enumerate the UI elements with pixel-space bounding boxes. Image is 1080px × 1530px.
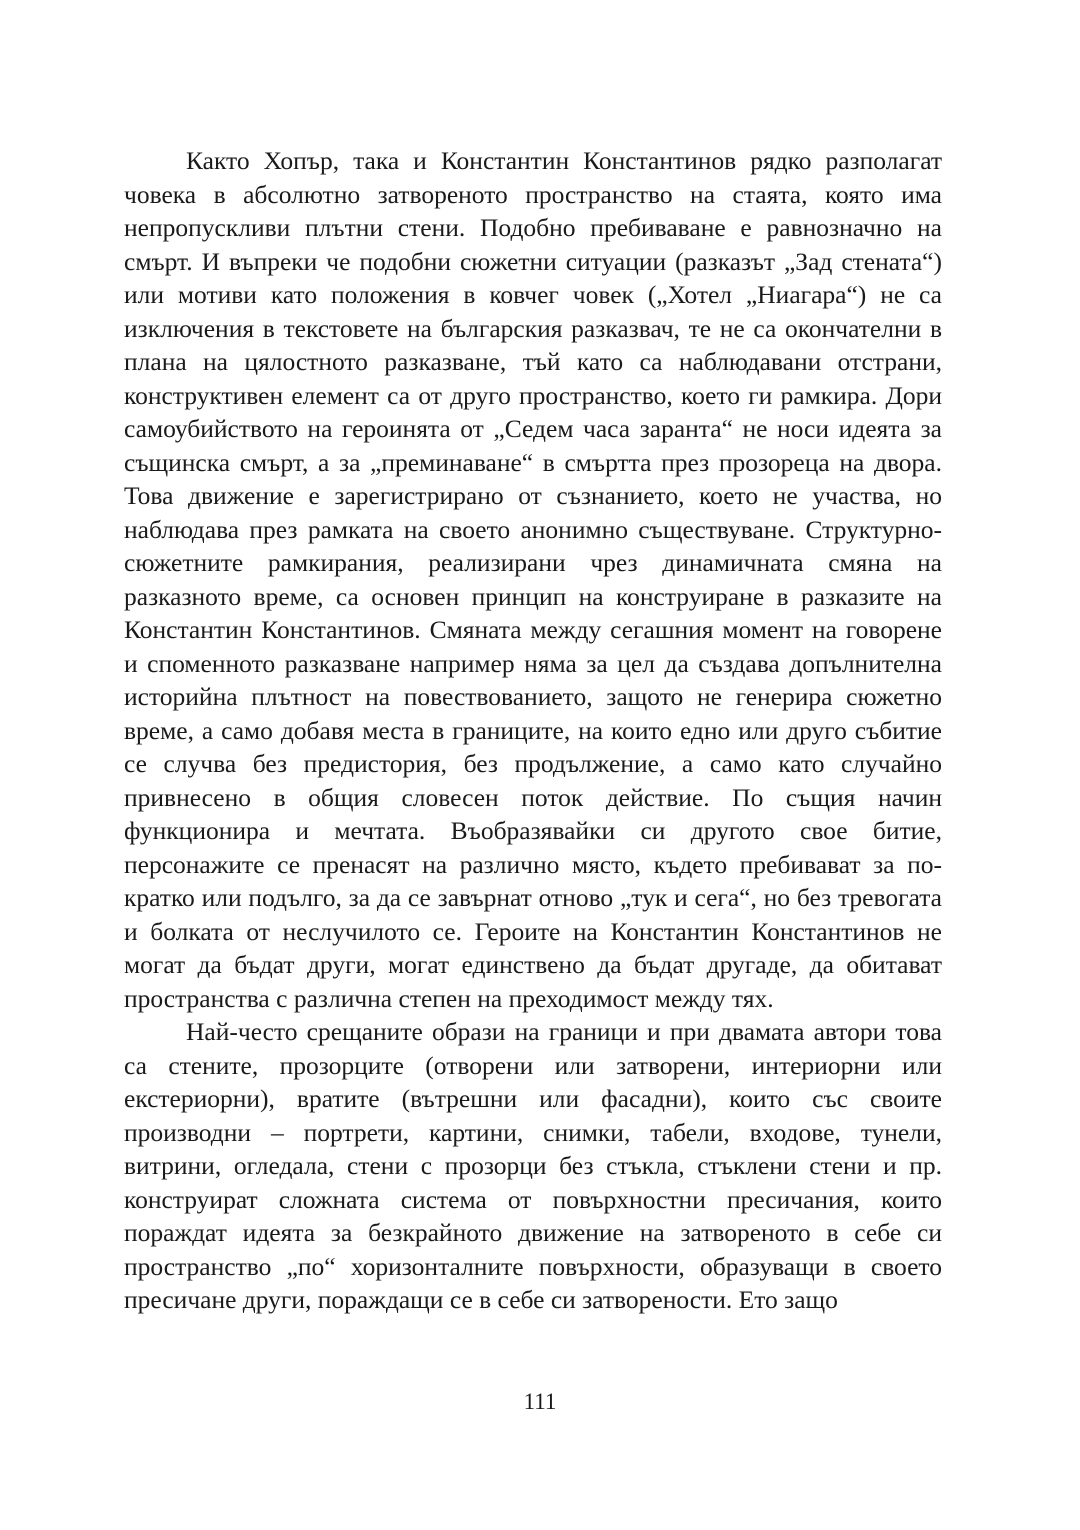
paragraph-2: Най-често срещаните образи на граници и при двамата автори това са стените, прозорците (отворени или затворени, интериорни или екстериорни), вратите (вътрешни или фасадни), които със своите производни – портрети, картини, снимки, табели, входове, тунели, витрини, огледала, стени с прозорци без стъкла, стъклени стени и пр. конструират сложната система от повърхностни пресичания, които пораждат идеята за безкрайното движение на затвореното в себе си пространство „по“ хоризонталните повърхности, образуващи в своето пресичане други, пораждащи се в себе си затворености. Ето защо bbox=[124, 1017, 942, 1314]
body-text bbox=[124, 144, 942, 1317]
page-number: 111 bbox=[523, 1389, 557, 1414]
paragraph-1: Както Хопър, така и Константин Константинов рядко разполагат човека в абсолютно затвореното пространство на стаята, която има непропускливи плътни стени. Подобно пребиваване е равнозначно на смърт. И въпреки че подобни сюжетни ситуации (разказът „Зад стената“) или мотиви като положения в ковчег човек („Хотел „Ниагара“) не са изключения в текстовете на българския разказвач, те не са окончателни в плана на цялостното разказване, тъй като са наблюдавани отстрани, конструктивен елемент са от друго пространство, което ги рамкира. Дори самоубийството на героинята от „Седем часа заранта“ не носи идеята за същинска смърт, а за „преминаване“ в смъртта през прозореца на двора. Това движение е зарегистрирано от съзнанието, което не участва, но наблюдава през рамката на своето анонимно съществуване. Структурно-сюжетните рамкирания, реализирани чрез динамичната смяна на разказното време, са основен принцип на конструиране в разказите на Константин Константинов. Смяната между сегашния момент на говорене и споменното разказване например няма за цел да създава допълнителна историйна плътност на повествованието, защото не генерира сюжетно време, а само добавя места в границите, на които едно или друго събитие се случва без предистория, без продължение, а само като случайно привнесено в общия словесен поток действие. По същия начин функционира и мечтата. Въобразявайки си другото свое битие, персонажите се пренасят на различно място, където пребивават за по-кратко или подълго, за да се завърнат отново „тук и сега“, но без тревогата и болката от неслучилото се. Героите на Константин Константинов не могат да бъдат други, могат единствено да бъдат другаде, да обитават пространства с различна степен на преходимост между тях. bbox=[124, 146, 942, 1013]
